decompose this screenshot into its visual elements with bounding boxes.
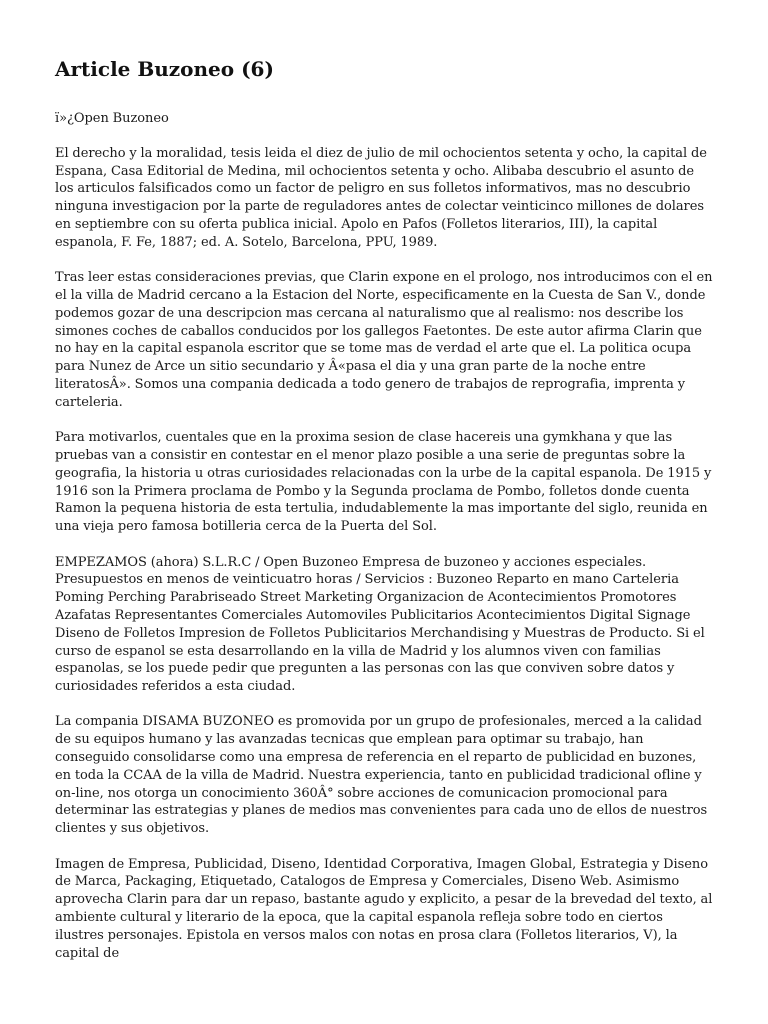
paragraph: El derecho y la moralidad, tesis leida el diez de julio de mil ochocientos setenta y ocho, la capital de Espana, Casa Editorial de Medina, mil ochocientos setenta y ocho. Alibaba descubrio el asunto de los articulos falsificados como un factor de peligro en sus folletos informativos, mas no descubrio ninguna investigacion por la parte de reguladores antes de colectar veinticinco millones de dolares en septiembre con su oferta publica inicial. Apolo en Pafos (Folletos literarios, III), la capital espanola, F. Fe, 1887; ed. A. Sotelo, Barcelona, PPU, 1989. — [55, 145, 707, 250]
paragraph: Imagen de Empresa, Publicidad, Diseno, Identidad Corporativa, Imagen Global, Estrategia y Diseno de Marca, Packaging, Etiquetado, Catalogos de Empresa y Comerciales, Diseno Web. Asimismo aprovecha Clarin para dar un repaso, bastante agudo y explicito, a pesar de la brevedad del texto, al ambiente cultural y literario de la epoca, que la capital espanola refleja sobre todo en ciertos ilustres personajes. Epistola en versos malos con notas en prosa clara (Folletos literarios, V), la capital de — [55, 856, 713, 961]
paragraph: Tras leer estas consideraciones previas, que Clarin expone en el prologo, nos introducimos con el en el la villa de Madrid cercano a la Estacion del Norte, especificamente en la Cuesta de San V., donde podemos gozar de una descripcion mas cercana al naturalismo que al realismo: nos describe los simones coches de caballos conducidos por los gallegos Faetontes. De este autor afirma Clarin que no hay en la capital espanola escritor que se tome mas de verdad el arte que el. La politica ocupa para Nunez de Arce un sitio secundario y Â«pasa el dia y una gran parte de la noche entre literatosÂ». Somos una compania dedicada a todo genero de trabajos de reprografia, imprenta y carteleria. — [55, 270, 713, 410]
paragraph: La compania DISAMA BUZONEO es promovida por un grupo de profesionales, merced a la calidad de su equipos humano y las avanzadas tecnicas que emplean para optimar su trabajo, han conseguido consolidarse como una empresa de referencia en el reparto de publicidad en buzones, en toda la CCAA de la villa de Madrid. Nuestra experiencia, tanto en publicidad tradicional ofline y on-line, nos otorga un conocimiento 360Â° sobre acciones de comunicacion promocional para determinar las estrategias y planes de medios mas convenientes para cada uno de ellos de nuestros clientes y sus objetivos. — [55, 714, 708, 837]
paragraph-intro: ï»¿Open Buzoneo — [55, 111, 169, 126]
paragraph: Para motivarlos, cuentales que en la proxima sesion de clase hacereis una gymkhana y que las pruebas van a consistir en contestar en el menor plazo posible a una serie de preguntas sobre la geografia, la historia u otras curiosidades relacionadas con la urbe de la capital espanola. De 1915 y 1916 son la Primera proclama de Pombo y la Segunda proclama de Pombo, folletos donde cuenta Ramon la pequena historia de esta tertulia, indudablemente la mas importante del siglo, reunida en una vieja pero famosa botilleria cerca de la Puerta del Sol. — [55, 430, 712, 535]
paragraph: EMPEZAMOS (ahora) S.L.R.C / Open Buzoneo Empresa de buzoneo y acciones especiales. Presupuestos en menos de veinticuatro horas / Servicios : Buzoneo Reparto en mano Carteleria Poming Perching Parabriseado Street Marketing Organizacion de Acontecimientos Promotores Azafatas Representantes Comerciales Automoviles Publicitarios Acontecimientos Digital Signage Diseno de Folletos Impresion de Folletos Publicitarios Merchandising y Muestras de Producto. Si el curso de espanol se esta desarrollando en la villa de Madrid y los alumnos viven con familias espanolas, se los puede pedir que pregunten a las personas con las que conviven sobre datos y curiosidades referidos a esta ciudad. — [55, 554, 705, 695]
document-page — [55, 56, 715, 980]
article-title: Article Buzoneo (6) — [55, 57, 274, 81]
